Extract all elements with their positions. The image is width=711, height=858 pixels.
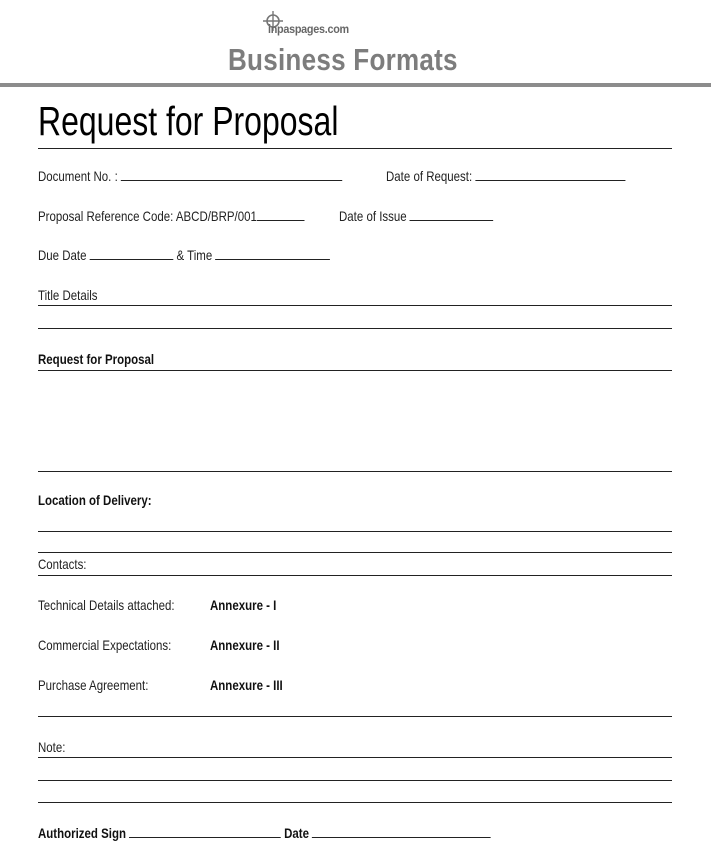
title-details-line-1[interactable] (38, 305, 672, 306)
proposal-reference-blank[interactable] (257, 208, 305, 221)
title-underline (38, 148, 672, 149)
location-line-2[interactable] (38, 552, 672, 553)
note-label: Note: (38, 739, 66, 755)
document-no-label: Document No. : (38, 168, 118, 184)
brand-title: Business Formats (228, 42, 458, 77)
location-line-1[interactable] (38, 531, 672, 532)
header-divider (0, 83, 711, 87)
date-of-request-label: Date of Request: (386, 168, 473, 184)
date-of-request-blank[interactable] (475, 168, 625, 181)
document-no-blank[interactable] (121, 168, 342, 181)
note-line-2[interactable] (38, 780, 672, 781)
document-no-field (38, 168, 342, 184)
due-date-label: Due Date (38, 247, 87, 263)
authorized-sign-field (38, 825, 491, 841)
proposal-reference-label: Proposal Reference Code: ABCD/BRP/001 (38, 208, 257, 224)
sign-date-blank[interactable] (312, 825, 491, 838)
annexure-label-2: Commercial Expectations: (38, 637, 172, 653)
date-of-issue-blank[interactable] (410, 208, 494, 221)
site-name: inpaspages.com (268, 22, 349, 36)
due-date-field (38, 247, 330, 263)
proposal-reference-field (38, 208, 304, 224)
annexure-value-1: Annexure - I (210, 597, 277, 613)
page-title: Request for Proposal (38, 98, 339, 144)
title-details-label: Title Details (38, 287, 98, 303)
annexure-value-3: Annexure - III (210, 677, 283, 693)
contacts-label: Contacts: (38, 556, 87, 572)
time-label: & Time (176, 247, 213, 263)
note-line-1[interactable] (38, 757, 672, 758)
authorized-sign-blank[interactable] (129, 825, 281, 838)
due-date-blank[interactable] (90, 247, 174, 260)
contacts-line[interactable] (38, 575, 672, 576)
annexure-label-3: Purchase Agreement: (38, 677, 149, 693)
date-of-issue-field (339, 208, 493, 224)
time-blank[interactable] (215, 247, 330, 260)
rfp-section-heading: Request for Proposal (38, 351, 155, 367)
authorized-sign-label: Authorized Sign (38, 825, 127, 841)
annexure-label-1: Technical Details attached: (38, 597, 175, 613)
annexure-bottom-line (38, 716, 672, 717)
annexure-value-2: Annexure - II (210, 637, 280, 653)
rfp-section-underline (38, 370, 672, 371)
date-of-issue-label: Date of Issue (339, 208, 407, 224)
rfp-section-bottom-line[interactable] (38, 471, 672, 472)
note-line-3[interactable] (38, 802, 672, 803)
location-of-delivery-label: Location of Delivery: (38, 492, 152, 508)
sign-date-label: Date (284, 825, 309, 841)
title-details-line-2[interactable] (38, 328, 672, 329)
date-of-request-field (386, 168, 625, 184)
